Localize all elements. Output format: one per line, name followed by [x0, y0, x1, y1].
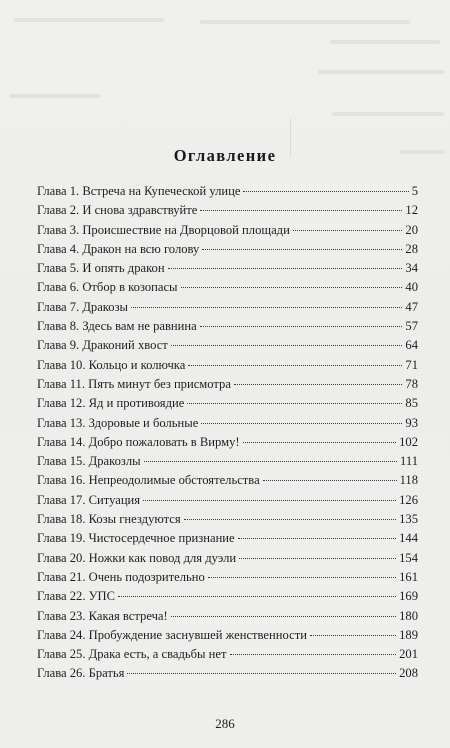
toc-entry-label: Глава 24. Пробуждение заснувшей женственности [37, 627, 307, 642]
toc-entry[interactable] [37, 452, 418, 471]
toc-entry[interactable] [37, 221, 418, 240]
toc-entry-label: Глава 12. Яд и противоядие [37, 396, 185, 411]
toc-entry-page-number: 40 [405, 280, 418, 295]
toc-entry-page-number: 208 [399, 666, 418, 681]
bleed-through-line [200, 20, 410, 24]
toc-title: Оглавление [173, 146, 277, 165]
toc-entry-label: Глава 18. Козы гнездуются [37, 512, 181, 527]
toc-entry[interactable] [37, 471, 418, 490]
toc-dot-leader [200, 210, 402, 211]
toc-entry-page-number: 111 [400, 454, 418, 469]
toc-entry-label: Глава 21. Очень подозрительно [37, 569, 205, 584]
toc-entry-label: Глава 1. Встреча на Купеческой улице [37, 184, 241, 198]
toc-entry[interactable] [37, 433, 418, 452]
toc-dot-leader [263, 480, 397, 481]
toc-entry[interactable] [37, 491, 418, 510]
toc-dot-leader [181, 287, 403, 288]
toc-entry-label: Глава 4. Дракон на всю голову [37, 241, 200, 256]
toc-entry-label: Глава 3. Происшествие на Дворцовой площади [37, 222, 290, 237]
toc-dot-leader [143, 500, 396, 501]
toc-entry-page-number: 135 [399, 512, 418, 527]
toc-entry[interactable] [37, 510, 418, 529]
toc-entry[interactable] [37, 394, 418, 413]
toc-entry-label: Глава 19. Чистосердечное признание [37, 531, 235, 546]
toc-entry-label: Глава 23. Какая встреча! [37, 608, 168, 623]
toc-entry-page-number: 20 [405, 222, 418, 237]
toc-entry[interactable] [37, 587, 418, 606]
toc-dot-leader [202, 249, 402, 250]
toc-entry[interactable] [37, 664, 418, 683]
toc-entry-label: Глава 14. Добро пожаловать в Вирму! [37, 434, 240, 449]
toc-dot-leader [201, 423, 402, 424]
toc-entry-page-number: 64 [405, 338, 418, 353]
toc-entry-label: Глава 25. Драка есть, а свадьбы нет [37, 647, 227, 662]
toc-entry-page-number: 126 [399, 492, 418, 507]
toc-entry[interactable] [37, 549, 418, 568]
toc-entry-label: Глава 20. Ножки как повод для дуэли [37, 550, 237, 565]
toc-entry-label: Глава 8. Здесь вам не равнина [37, 319, 197, 334]
toc-entry-page-number: 154 [399, 550, 418, 565]
toc-entry[interactable] [37, 626, 418, 645]
toc-entry-label: Глава 22. УПС [37, 589, 116, 604]
toc-entry[interactable] [37, 645, 418, 664]
toc-entry-label: Глава 9. Драконий хвост [37, 338, 168, 353]
toc-entry-page-number: 118 [399, 473, 418, 488]
toc-dot-leader [293, 230, 403, 231]
toc-entry[interactable] [37, 375, 418, 394]
bleed-through-line [10, 94, 100, 98]
toc-dot-leader [208, 577, 396, 578]
toc-entry[interactable] [37, 317, 418, 336]
bleed-through-line [14, 18, 164, 22]
toc-entry[interactable] [37, 607, 418, 626]
toc-entry-page-number: 201 [399, 647, 418, 662]
toc-entry-label: Глава 17. Ситуация [37, 492, 141, 507]
toc-dot-leader [230, 654, 397, 655]
toc-entry-page-number: 78 [405, 376, 418, 391]
toc-dot-leader [171, 345, 403, 346]
toc-dot-leader [131, 307, 402, 308]
toc-dot-leader [188, 365, 402, 366]
bleed-through-line [330, 40, 440, 44]
toc-list [37, 182, 418, 684]
toc-entry[interactable] [37, 240, 418, 259]
toc-entry-page-number: 85 [405, 396, 418, 411]
toc-entry-page-number: 47 [405, 299, 418, 314]
toc-entry-label: Глава 7. Дракозы [37, 299, 129, 314]
toc-entry[interactable] [37, 201, 418, 220]
toc-dot-leader [243, 442, 397, 443]
toc-entry-page-number: 161 [399, 569, 418, 584]
toc-entry[interactable] [37, 414, 418, 433]
toc-entry[interactable] [37, 568, 418, 587]
toc-entry-page-number: 93 [405, 415, 418, 430]
toc-entry[interactable] [37, 336, 418, 355]
toc-dot-leader [243, 191, 408, 192]
toc-dot-leader [118, 596, 396, 597]
toc-entry-label: Глава 5. И опять дракон [37, 261, 165, 276]
toc-entry-page-number: 12 [405, 203, 418, 218]
toc-dot-leader [171, 616, 396, 617]
toc-entry-page-number: 57 [405, 319, 418, 334]
toc-entry[interactable] [37, 356, 418, 375]
toc-dot-leader [234, 384, 402, 385]
toc-entry[interactable] [37, 278, 418, 297]
toc-entry-page-number: 180 [399, 608, 418, 623]
bleed-through-line [318, 70, 444, 74]
toc-entry-page-number: 71 [405, 357, 418, 372]
toc-entry[interactable] [37, 529, 418, 548]
toc-entry[interactable] [37, 259, 418, 278]
toc-entry-page-number: 28 [405, 241, 418, 256]
toc-entry-label: Глава 11. Пять минут без присмотра [37, 376, 231, 391]
toc-entry-label: Глава 6. Отбор в козопасы [37, 280, 178, 295]
toc-entry-label: Глава 26. Братья [37, 666, 125, 681]
toc-entry-label: Глава 10. Кольцо и колючка [37, 357, 186, 372]
toc-entry[interactable] [37, 182, 418, 201]
toc-dot-leader [144, 461, 397, 462]
toc-dot-leader [187, 403, 402, 404]
toc-entry-label: Глава 16. Непреодолимые обстоятельства [37, 473, 260, 488]
toc-entry-label: Глава 2. И снова здравствуйте [37, 203, 198, 218]
toc-entry-page-number: 5 [411, 184, 418, 198]
toc-entry-label: Глава 13. Здоровые и больные [37, 415, 199, 430]
toc-dot-leader [239, 558, 396, 559]
bleed-through-line [332, 112, 444, 116]
toc-entry[interactable] [37, 298, 418, 317]
toc-entry-page-number: 144 [399, 531, 418, 546]
toc-dot-leader [168, 268, 403, 269]
page-number: 286 [215, 716, 235, 731]
toc-dot-leader [310, 635, 396, 636]
toc-entry-page-number: 189 [399, 627, 418, 642]
toc-dot-leader [127, 673, 396, 674]
toc-entry-page-number: 102 [399, 434, 418, 449]
toc-entry-page-number: 169 [399, 589, 418, 604]
toc-entry-page-number: 34 [405, 261, 418, 276]
toc-entry-label: Глава 15. Дракозлы [37, 454, 141, 469]
toc-dot-leader [184, 519, 396, 520]
toc-dot-leader [200, 326, 403, 327]
toc-dot-leader [238, 538, 396, 539]
